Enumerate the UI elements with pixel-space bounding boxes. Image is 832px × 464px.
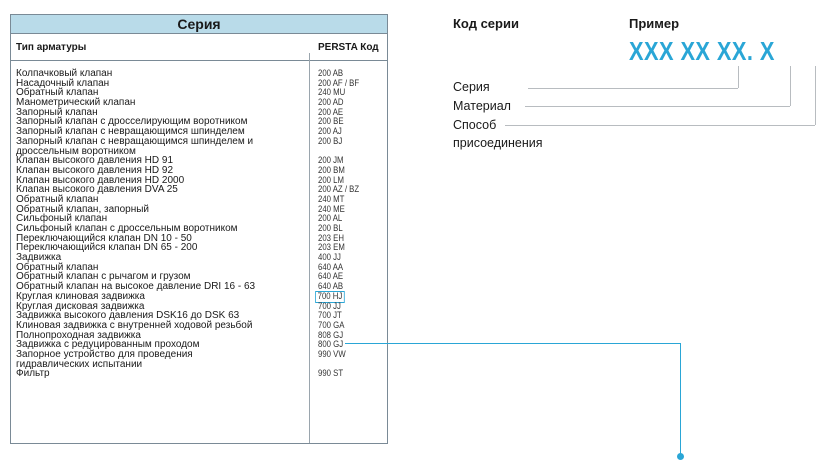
valve-type-cell: Сильфоный клапан с дроссельным воротником xyxy=(16,223,238,234)
valve-type-cell: Запорный клапан xyxy=(16,106,98,118)
valve-type-cell: Клапан высокого давления HD 91 xyxy=(16,155,174,167)
column-header-type: Тип арматуры xyxy=(16,42,87,53)
column-header-code: PERSTA Код xyxy=(318,42,379,53)
persta-code-cell: 200 AB xyxy=(318,68,344,79)
persta-code-cell: 203 EH xyxy=(318,232,344,244)
leader-line-method xyxy=(505,125,815,126)
example-heading: Пример xyxy=(629,16,680,31)
example-code: XXX XX XX. X xyxy=(629,36,775,66)
leader-tick-method xyxy=(815,66,816,125)
valve-type-cell: Обратный клапан xyxy=(16,87,99,99)
valve-type-cell: Запорный клапан с дросселирующим воротником xyxy=(16,116,248,128)
persta-code-cell: 240 MU xyxy=(318,87,346,99)
valve-type-cell: дроссельным воротником xyxy=(16,145,136,157)
persta-code-cell: 990 ST xyxy=(318,368,344,380)
persta-code-cell: 700 HJ xyxy=(317,290,343,302)
valve-type-cell: Сильфоный клапан xyxy=(16,213,108,225)
valve-type-cell: Клапан высокого давления HD 2000 xyxy=(16,174,185,186)
valve-type-cell: Круглая дисковая задвижка xyxy=(16,300,145,312)
persta-code-cell: 800 GJ xyxy=(318,339,344,351)
valve-type-cell: Задвижка с редуцированным проходом xyxy=(16,339,200,351)
persta-code-cell: 200 AL xyxy=(318,213,343,225)
valve-type-cell: Клиновая задвижка с внутренней ходовой резьбой xyxy=(16,319,253,331)
table-header xyxy=(11,34,387,61)
persta-code-cell: 200 JM xyxy=(318,155,344,167)
valve-type-cell: Задвижка высокого давления DSK16 до DSK 63 xyxy=(16,310,240,322)
valve-type-cell: Запорное устройство для проведения xyxy=(16,348,193,360)
persta-code-cell: 200 BL xyxy=(318,223,343,234)
leader-line-material xyxy=(525,106,790,107)
persta-code-cell: 200 AJ xyxy=(318,126,342,138)
valve-type-cell: Колпачковый клапан xyxy=(16,68,113,79)
valve-type-cell: Обратный клапан на высокое давление DRI 16 - 63 xyxy=(16,281,256,293)
valve-type-cell: Запорный клапан с невращающимся шпинделем xyxy=(16,126,245,138)
valve-type-cell: Обратный клапан xyxy=(16,193,99,205)
table-title: Серия xyxy=(11,15,387,34)
valve-type-cell: гидравлических испытании xyxy=(16,358,143,370)
valve-type-cell: Манометрический клапан xyxy=(16,97,136,109)
legend-label-series: Серия xyxy=(453,80,490,94)
persta-code-cell: 200 AE xyxy=(318,106,344,118)
legend-label-method: Способ xyxy=(453,118,497,132)
persta-code-cell: 200 AZ / BZ xyxy=(318,184,360,196)
persta-code-cell: 400 JJ xyxy=(318,252,341,264)
valve-type-cell: Фильтр xyxy=(16,368,50,380)
persta-code-cell: 808 GJ xyxy=(318,329,344,341)
persta-code-cell: 700 GA xyxy=(318,319,345,331)
persta-code-cell: 200 AD xyxy=(318,97,344,109)
persta-code-cell: 990 VW xyxy=(318,348,346,360)
connector-line-horizontal xyxy=(345,343,681,344)
valve-type-cell: Задвижка xyxy=(16,252,62,264)
valve-type-cell: Переключающийся клапан DN 10 - 50 xyxy=(16,232,192,244)
valve-type-cell: Обратный клапан xyxy=(16,261,99,273)
series-code-heading: Код серии xyxy=(453,16,519,31)
persta-code-cell: 200 BM xyxy=(318,164,345,176)
valve-type-cell: Полнопроходная задвижка xyxy=(16,329,141,341)
valve-type-cell: Клапан высокого давления HD 92 xyxy=(16,164,174,176)
persta-code-cell: 240 MT xyxy=(318,193,345,205)
persta-code-cell: 700 JJ xyxy=(318,300,341,312)
legend-label-material: Материал xyxy=(453,99,511,113)
persta-code-cell: 200 AF / BF xyxy=(318,77,360,89)
valve-type-cell: Круглая клиновая задвижка xyxy=(16,290,145,302)
persta-code-cell: 640 AA xyxy=(318,261,344,273)
leader-line-series xyxy=(528,88,738,89)
persta-code-cell: 200 BJ xyxy=(318,135,343,147)
valve-type-cell: Обратный клапан, запорный xyxy=(16,203,149,215)
series-table xyxy=(10,14,388,444)
persta-code-cell: 640 AE xyxy=(318,271,344,283)
persta-code-cell: 640 AB xyxy=(318,281,344,293)
leader-tick-series xyxy=(738,66,739,88)
persta-code-cell: 200 LM xyxy=(318,174,344,186)
persta-code-cell: 203 EM xyxy=(318,242,345,254)
valve-type-cell: Насадочный клапан xyxy=(16,77,110,89)
connector-dot xyxy=(677,453,684,460)
legend-label-method-line2: присоединения xyxy=(453,136,543,150)
table-row xyxy=(11,369,387,379)
table-rows xyxy=(11,69,387,379)
leader-tick-material xyxy=(790,66,791,106)
valve-type-cell: Обратный клапан с рычагом и грузом xyxy=(16,271,191,283)
valve-type-cell: Запорный клапан с невращающимся шпинделем и xyxy=(16,135,254,147)
connector-line-vertical xyxy=(680,343,681,455)
persta-code-cell: 700 JT xyxy=(318,310,342,322)
valve-type-cell: Клапан высокого давления DVA 25 xyxy=(16,184,178,196)
persta-code-cell: 240 ME xyxy=(318,203,345,215)
persta-code-cell: 200 BE xyxy=(318,116,344,128)
valve-type-cell: Переключающийся клапан DN 65 - 200 xyxy=(16,242,198,254)
